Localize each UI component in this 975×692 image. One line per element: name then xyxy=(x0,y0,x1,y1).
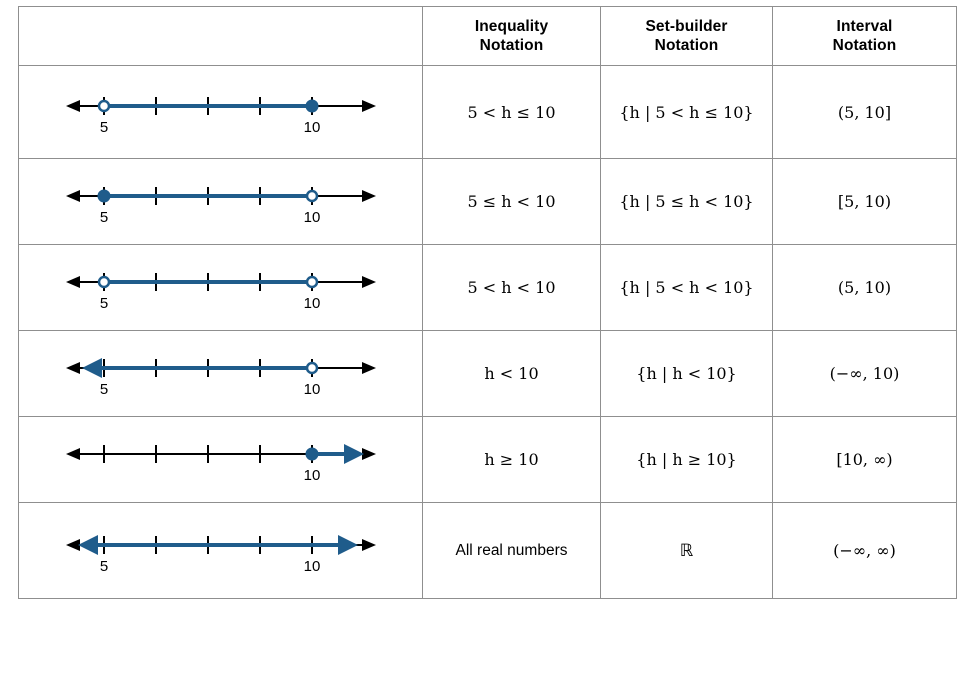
column-header-set-builder-line1: Set-builder xyxy=(645,17,728,35)
table-body xyxy=(19,66,957,599)
inequality-notation-value: 5 ≤ h < 10 xyxy=(423,159,601,245)
number-line-cell xyxy=(19,417,423,503)
interval-notation-value: [10, ∞) xyxy=(773,417,957,503)
tick-label-5: 5 xyxy=(99,119,108,136)
number-line-diagram xyxy=(56,523,386,579)
number-line-svg xyxy=(56,432,386,488)
tick-label-5: 5 xyxy=(99,294,108,312)
column-header-interval xyxy=(773,7,957,66)
interval-notation-value: (−∞, ∞) xyxy=(773,503,957,599)
set-builder-notation-value: {h | 5 < h < 10} xyxy=(601,245,773,331)
column-header-set-builder-line2: Notation xyxy=(654,37,719,54)
number-line-svg xyxy=(56,174,386,230)
tick-label-10: 10 xyxy=(303,119,320,136)
tick-label-5: 5 xyxy=(99,557,108,575)
header-row xyxy=(19,7,957,66)
interval-notation-value: [5, 10) xyxy=(773,159,957,245)
tick-label-10: 10 xyxy=(303,380,320,398)
table-row xyxy=(19,331,957,417)
column-header-set-builder xyxy=(601,7,773,66)
column-header-number-line xyxy=(19,7,423,66)
set-builder-notation-value: {h | h ≥ 10} xyxy=(601,417,773,503)
table-row xyxy=(19,417,957,503)
interval-notation-value: (−∞, 10) xyxy=(773,331,957,417)
notation-table-container xyxy=(18,6,958,686)
tick-label-10: 10 xyxy=(303,557,320,575)
number-line-svg xyxy=(56,84,386,140)
inequality-notation-value: 5 < h < 10 xyxy=(423,245,601,331)
tick-label-5: 5 xyxy=(99,380,108,398)
column-header-inequality-line2: Notation xyxy=(479,37,544,54)
column-header-inequality xyxy=(423,7,601,66)
column-header-inequality-line1: Inequality xyxy=(474,17,549,35)
table-row xyxy=(19,245,957,331)
set-builder-notation-value: {h | 5 ≤ h < 10} xyxy=(601,159,773,245)
table-row xyxy=(19,159,957,245)
table-row xyxy=(19,66,957,159)
number-line-svg xyxy=(56,523,386,579)
tick-label-10: 10 xyxy=(303,208,320,226)
inequality-notation-table xyxy=(18,6,957,599)
number-line-cell xyxy=(19,503,423,599)
set-builder-notation-value: {h | h < 10} xyxy=(601,331,773,417)
column-header-interval-line2: Notation xyxy=(832,37,897,54)
tick-label-10: 10 xyxy=(303,466,320,484)
tick-label-10: 10 xyxy=(303,294,320,312)
inequality-notation-value: All real numbers xyxy=(423,503,601,599)
column-header-interval-line1: Interval xyxy=(836,17,893,35)
number-line-cell xyxy=(19,159,423,245)
inequality-notation-value: h < 10 xyxy=(423,331,601,417)
number-line-diagram xyxy=(56,346,386,402)
set-builder-notation-value: ℝ xyxy=(601,503,773,599)
set-builder-notation-value: {h | 5 < h ≤ 10} xyxy=(601,66,773,159)
number-line-svg xyxy=(56,260,386,316)
inequality-notation-value: h ≥ 10 xyxy=(423,417,601,503)
number-line-diagram xyxy=(56,174,386,230)
interval-notation-value: (5, 10) xyxy=(773,245,957,331)
number-line-cell xyxy=(19,66,423,159)
table-header xyxy=(19,7,957,66)
table-row xyxy=(19,503,957,599)
number-line-diagram xyxy=(56,432,386,488)
number-line-svg xyxy=(56,346,386,402)
number-line-cell xyxy=(19,331,423,417)
number-line-diagram xyxy=(56,84,386,140)
number-line-diagram xyxy=(56,260,386,316)
number-line-cell xyxy=(19,245,423,331)
tick-label-5: 5 xyxy=(99,208,108,226)
interval-notation-value: (5, 10] xyxy=(773,66,957,159)
inequality-notation-value: 5 < h ≤ 10 xyxy=(423,66,601,159)
